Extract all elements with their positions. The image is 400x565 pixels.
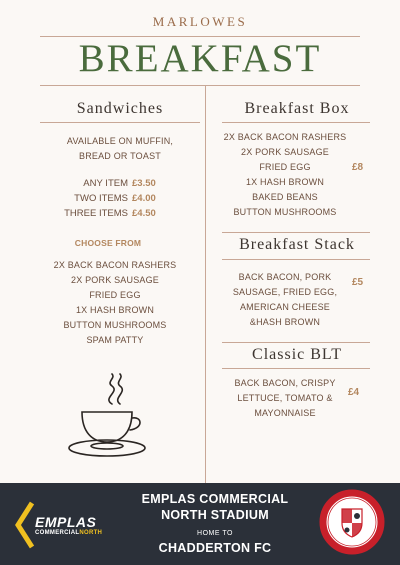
sandwiches-intro-line: BREAD OR TOAST: [79, 151, 161, 161]
classic-blt-top-rule: [222, 342, 370, 343]
sandwiches-intro-line: AVAILABLE ON MUFFIN,: [66, 136, 174, 146]
breakfast-stack-line: BACK BACON, PORK: [238, 272, 332, 282]
classic-blt-line: BACK BACON, CRISPY: [234, 378, 336, 388]
breakfast-box-price: £8: [352, 162, 364, 173]
sandwiches-heading: Sandwiches: [76, 100, 164, 117]
breakfast-stack-line: AMERICAN CHEESE: [239, 302, 331, 312]
sponsor-sub-b: NORTH: [79, 530, 103, 536]
breakfast-box-item: 2X BACK BACON RASHERS: [223, 132, 347, 142]
club-crest-icon: [319, 489, 385, 555]
sandwich-option: SPAM PATTY: [86, 335, 144, 345]
sandwich-option: 2X BACK BACON RASHERS: [53, 260, 177, 270]
breakfast-stack-line: &HASH BROWN: [249, 317, 321, 327]
classic-blt-price: £4: [348, 387, 360, 398]
breakfast-box-item: 1X HASH BROWN: [245, 177, 325, 187]
stadium-name-line1: EMPLAS COMMERCIAL: [141, 492, 289, 506]
sandwich-option: 1X HASH BROWN: [75, 305, 155, 315]
choose-from-label: CHOOSE FROM: [74, 238, 142, 248]
breakfast-box-rule: [222, 122, 370, 123]
sponsor-sub-a: COMMERCIAL: [35, 530, 80, 536]
classic-blt-rule: [222, 368, 370, 369]
price-row-value: £4.00: [132, 193, 156, 204]
price-row-label: TWO ITEMS: [74, 193, 128, 204]
stadium-name-line2: NORTH STADIUM: [161, 508, 269, 522]
breakfast-box-heading: Breakfast Box: [244, 100, 350, 117]
breakfast-box-item: BAKED BEANS: [252, 192, 318, 202]
home-to-label: HOME TO: [197, 530, 233, 537]
sandwich-option: BUTTON MUSHROOMS: [63, 320, 167, 330]
classic-blt-line: LETTUCE, TOMATO &: [237, 393, 333, 403]
brand-name: MARLOWES: [152, 14, 248, 29]
sandwich-option: 2X PORK SAUSAGE: [70, 275, 160, 285]
sponsor-logo-subtext: [35, 530, 102, 536]
breakfast-box-item: BUTTON MUSHROOMS: [233, 207, 337, 217]
sponsor-logo-text: EMPLAS: [35, 514, 97, 530]
classic-blt-line: MAYONNAISE: [254, 408, 316, 418]
breakfast-stack-rule: [222, 259, 370, 260]
column-divider: [205, 85, 206, 483]
sandwich-option: FRIED EGG: [89, 290, 141, 300]
classic-blt-heading: Classic BLT: [252, 346, 342, 363]
page-title: BREAKFAST: [78, 37, 322, 80]
price-row-value: £3.50: [132, 178, 156, 189]
breakfast-stack-top-rule: [222, 232, 370, 233]
coffee-cup-icon: [60, 372, 160, 472]
breakfast-box-item: 2X PORK SAUSAGE: [240, 147, 330, 157]
club-name: CHADDERTON FC: [158, 541, 272, 555]
breakfast-stack-line: SAUSAGE, FRIED EGG,: [232, 287, 338, 297]
breakfast-stack-heading: Breakfast Stack: [239, 236, 355, 253]
title-rule: [40, 85, 360, 86]
breakfast-stack-price: £5: [352, 277, 364, 288]
breakfast-box-item: FRIED EGG: [259, 162, 311, 172]
price-row-value: £4.50: [132, 208, 156, 219]
price-row-label: ANY ITEM: [83, 178, 128, 189]
sandwiches-rule: [40, 122, 200, 123]
price-row-label: THREE ITEMS: [64, 208, 128, 219]
